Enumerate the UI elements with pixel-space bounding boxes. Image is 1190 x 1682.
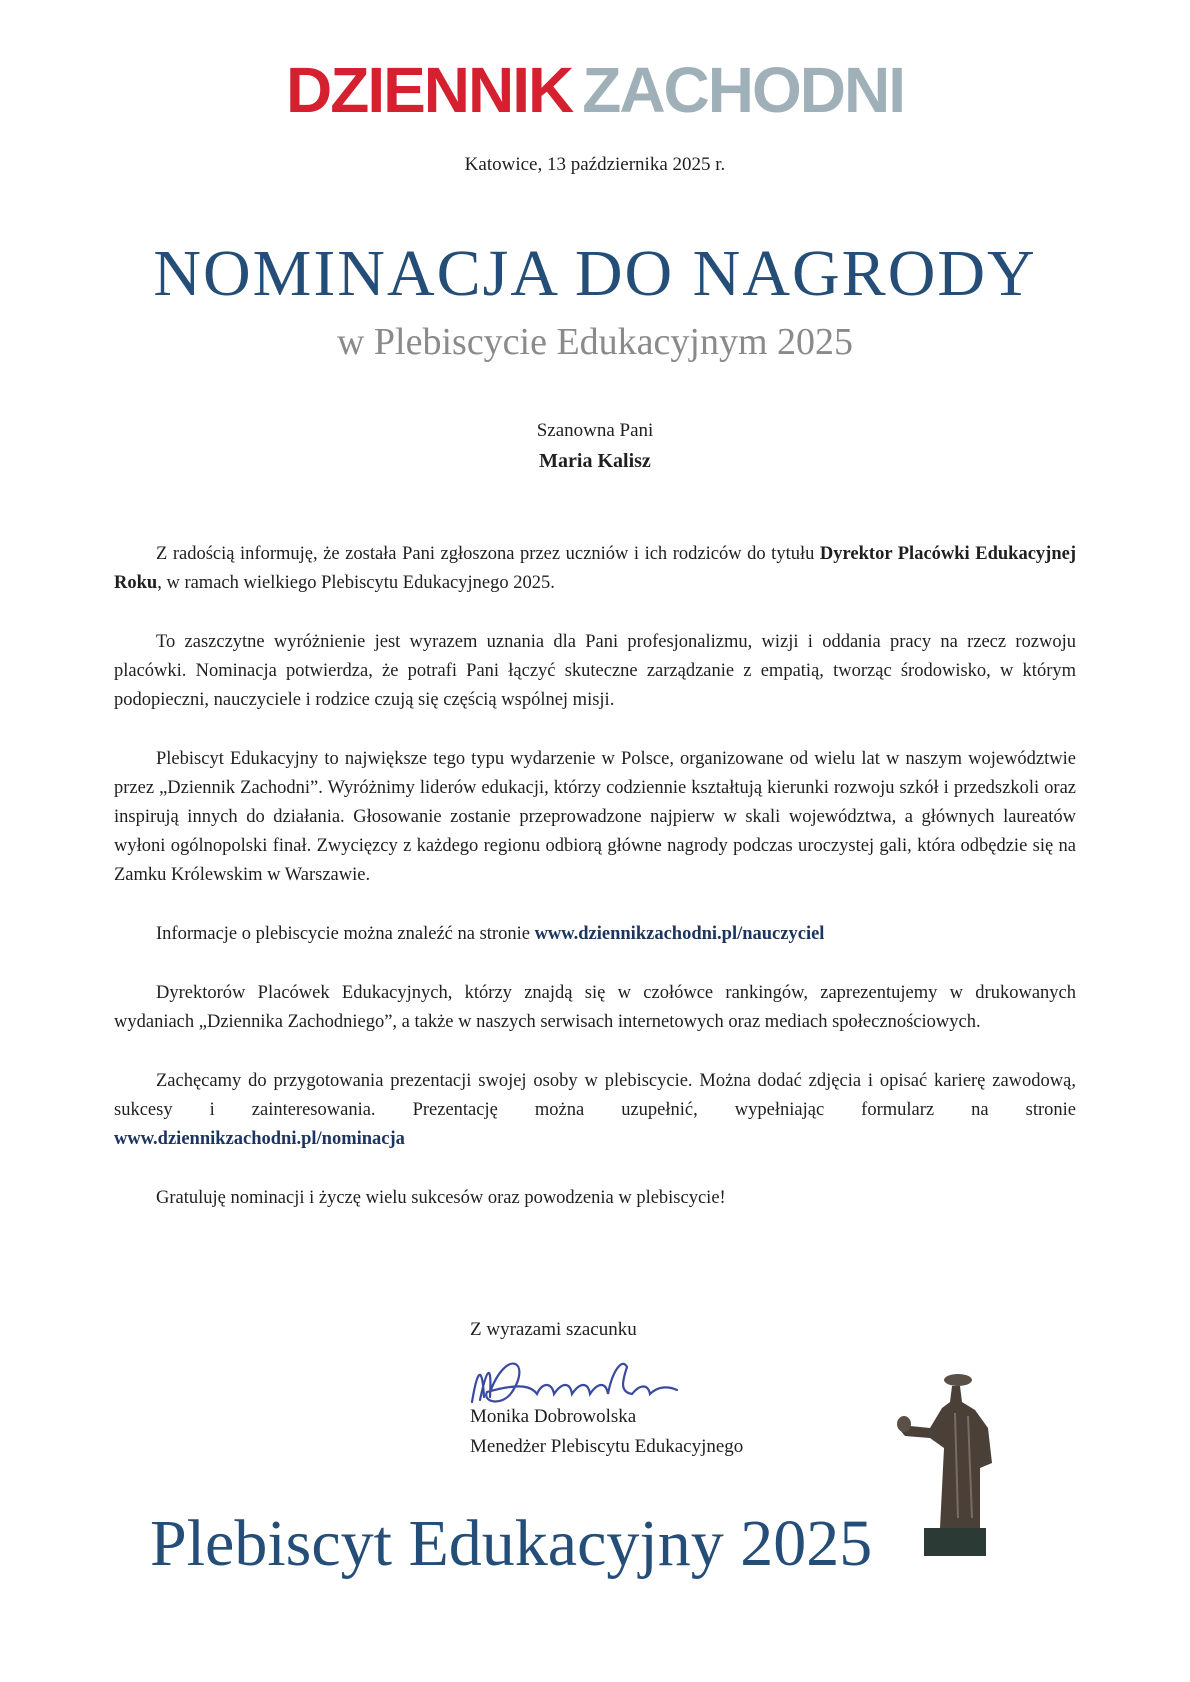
signatory-role: Menedżer Plebiscytu Edukacyjnego (470, 1436, 744, 1457)
paragraph-recognition: To zaszczytne wyróżnienie jest wyrazem uznania dla Pani profesjonalizmu, wizji i oddania pracy na rzecz rozwoju placówki. Nominacja potwierdza, że potrafi Pani łączyć skuteczne zarządzanie z empatią, tworząc środowisko, w którym podopieczni, nauczyciele i rodzice czują się częścią wspólnej misji. (114, 632, 1076, 710)
letter-body (114, 540, 1076, 1243)
paragraph-nomination: Z radością informuję, że została Pani zgłoszona przez uczniów i ich rodziców do tytułu Dyrektor Placówki Edukacyjnej Roku, w ramach wielkiego Plebiscytu Edukacyjnego 2025. (114, 544, 1076, 593)
paragraph-info-link: Informacje o plebiscycie można znaleźć na stronie www.dziennikzachodni.pl/nauczyciel (156, 924, 825, 944)
nauczyciel-link[interactable]: www.dziennikzachodni.pl/nauczyciel (534, 924, 825, 944)
footer-title: Plebiscyt Edukacyjny 2025 (150, 1507, 873, 1580)
salutation: Szanowna Pani (536, 420, 654, 441)
letter-date: Katowice, 13 października 2025 r. (464, 154, 726, 175)
nominacja-link[interactable]: www.dziennikzachodni.pl/nominacja (114, 1129, 405, 1149)
logo-part-zachodni: ZACHODNI (582, 54, 904, 126)
letter-title: NOMINACJA DO NAGRODY (153, 237, 1037, 310)
award-title: Dyrektor Placówki Edukacyjnej Roku (114, 544, 1076, 593)
paragraph-congratulations: Gratuluję nominacji i życzę wielu sukcesów oraz powodzenia w plebiscycie! (156, 1188, 726, 1208)
letter-subtitle: w Plebiscycie Edukacyjnym 2025 (336, 321, 854, 363)
closing-phrase: Z wyrazami szacunku (470, 1319, 637, 1340)
paragraph-publication: Dyrektorów Placówek Edukacyjnych, którzy znajdą się w czołówce rankingów, zaprezentujemy w drukowanych wydaniach „Dziennika Zachodniego”, a także w naszych serwisach internetowych oraz mediach społecznościowych. (114, 983, 1076, 1032)
recipient-name: Maria Kalisz (539, 450, 651, 472)
logo-part-dziennik: DZIENNIK (286, 54, 573, 126)
dziennik-zachodni-logo (0, 54, 1190, 126)
statue-trophy-icon (880, 1368, 1020, 1558)
paragraph-about-plebiscite: Plebiscyt Edukacyjny to największe tego typu wydarzenie w Polsce, organizowane od wielu lat w naszym województwie przez „Dziennik Zachodni”. Wyróżnimy liderów edukacji, którzy codziennie kształtują kierunki rozwoju szkół i przedszkoli oraz inspirują innych do działania. Głosowanie zostanie przeprowadzone najpierw w skali województwa, a głównych laureatów wyłoni ogólnopolski finał. Zwycięzcy z każdego regionu odbiorą główne nagrody podczas uroczystej gali, która odbędzie się na Zamku Królewskim w Warszawie. (114, 749, 1076, 885)
paragraph-presentation: Zachęcamy do przygotowania prezentacji swojej osoby w plebiscycie. Można dodać zdjęcia i opisać karierę zawodową, sukcesy i zainteresowania. Prezentację można uzupełnić, wypełniając formularz na stronie www.dziennikzachodni.pl/nominacja (114, 1071, 1076, 1149)
signatory-name: Monika Dobrowolska (470, 1406, 637, 1427)
signature-icon (462, 1352, 702, 1412)
